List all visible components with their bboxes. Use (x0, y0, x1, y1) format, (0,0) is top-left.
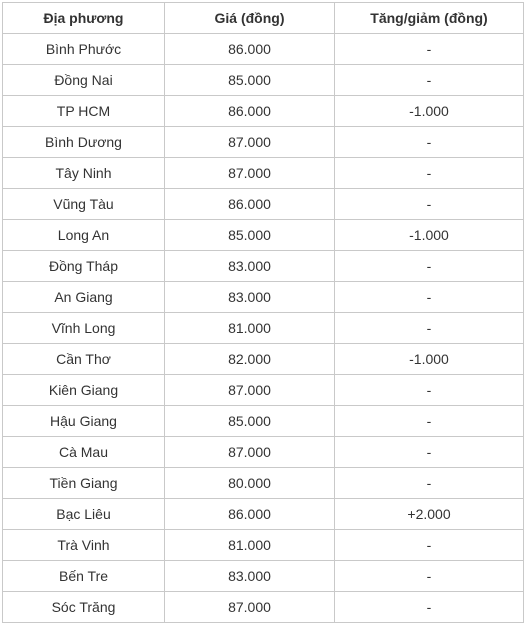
cell-place: Tây Ninh (3, 158, 165, 189)
table-row (3, 158, 524, 189)
cell-change: -1.000 (335, 344, 524, 375)
cell-price: 83.000 (165, 251, 335, 282)
cell-price: 86.000 (165, 499, 335, 530)
cell-place: Sóc Trăng (3, 592, 165, 623)
cell-place: Vĩnh Long (3, 313, 165, 344)
cell-place: An Giang (3, 282, 165, 313)
header-place: Địa phương (3, 3, 165, 34)
cell-change: - (335, 282, 524, 313)
cell-place: Bình Phước (3, 34, 165, 65)
header-price: Giá (đồng) (165, 3, 335, 34)
table-row (3, 34, 524, 65)
cell-price: 83.000 (165, 282, 335, 313)
table-row (3, 251, 524, 282)
cell-place: Bến Tre (3, 561, 165, 592)
cell-place: Cà Mau (3, 437, 165, 468)
cell-place: Đồng Nai (3, 65, 165, 96)
cell-place: Bạc Liêu (3, 499, 165, 530)
table-row (3, 437, 524, 468)
cell-change: -1.000 (335, 220, 524, 251)
table-row (3, 592, 524, 623)
table-row (3, 406, 524, 437)
table-row (3, 189, 524, 220)
cell-place: Vũng Tàu (3, 189, 165, 220)
cell-place: Trà Vinh (3, 530, 165, 561)
cell-change: - (335, 468, 524, 499)
cell-change: - (335, 158, 524, 189)
cell-change: - (335, 561, 524, 592)
cell-change: - (335, 530, 524, 561)
cell-change: - (335, 189, 524, 220)
cell-price: 81.000 (165, 313, 335, 344)
cell-change: - (335, 127, 524, 158)
cell-change: +2.000 (335, 499, 524, 530)
cell-change: - (335, 65, 524, 96)
table-row (3, 282, 524, 313)
cell-price: 87.000 (165, 127, 335, 158)
cell-change: - (335, 592, 524, 623)
table-row (3, 313, 524, 344)
cell-place: Cần Thơ (3, 344, 165, 375)
cell-change: - (335, 375, 524, 406)
table-row (3, 468, 524, 499)
table-row (3, 499, 524, 530)
cell-change: - (335, 313, 524, 344)
cell-price: 87.000 (165, 592, 335, 623)
cell-place: Hậu Giang (3, 406, 165, 437)
cell-price: 82.000 (165, 344, 335, 375)
cell-price: 85.000 (165, 65, 335, 96)
header-change: Tăng/giảm (đồng) (335, 3, 524, 34)
cell-place: Đồng Tháp (3, 251, 165, 282)
cell-place: TP HCM (3, 96, 165, 127)
cell-price: 85.000 (165, 406, 335, 437)
table-row (3, 375, 524, 406)
cell-price: 87.000 (165, 437, 335, 468)
cell-price: 81.000 (165, 530, 335, 561)
table-row (3, 96, 524, 127)
cell-place: Kiên Giang (3, 375, 165, 406)
cell-change: - (335, 251, 524, 282)
cell-change: - (335, 34, 524, 65)
cell-price: 83.000 (165, 561, 335, 592)
cell-price: 86.000 (165, 34, 335, 65)
cell-price: 86.000 (165, 96, 335, 127)
cell-price: 80.000 (165, 468, 335, 499)
table-row (3, 344, 524, 375)
table-body (3, 34, 524, 623)
cell-change: - (335, 406, 524, 437)
cell-price: 85.000 (165, 220, 335, 251)
cell-place: Bình Dương (3, 127, 165, 158)
price-table (2, 2, 524, 623)
cell-change: - (335, 437, 524, 468)
table-row (3, 530, 524, 561)
cell-price: 87.000 (165, 158, 335, 189)
table-header (3, 3, 524, 34)
cell-change: -1.000 (335, 96, 524, 127)
cell-place: Long An (3, 220, 165, 251)
cell-price: 86.000 (165, 189, 335, 220)
table-row (3, 561, 524, 592)
header-row (3, 3, 524, 34)
table-row (3, 127, 524, 158)
table-row (3, 220, 524, 251)
cell-place: Tiền Giang (3, 468, 165, 499)
table-row (3, 65, 524, 96)
cell-price: 87.000 (165, 375, 335, 406)
